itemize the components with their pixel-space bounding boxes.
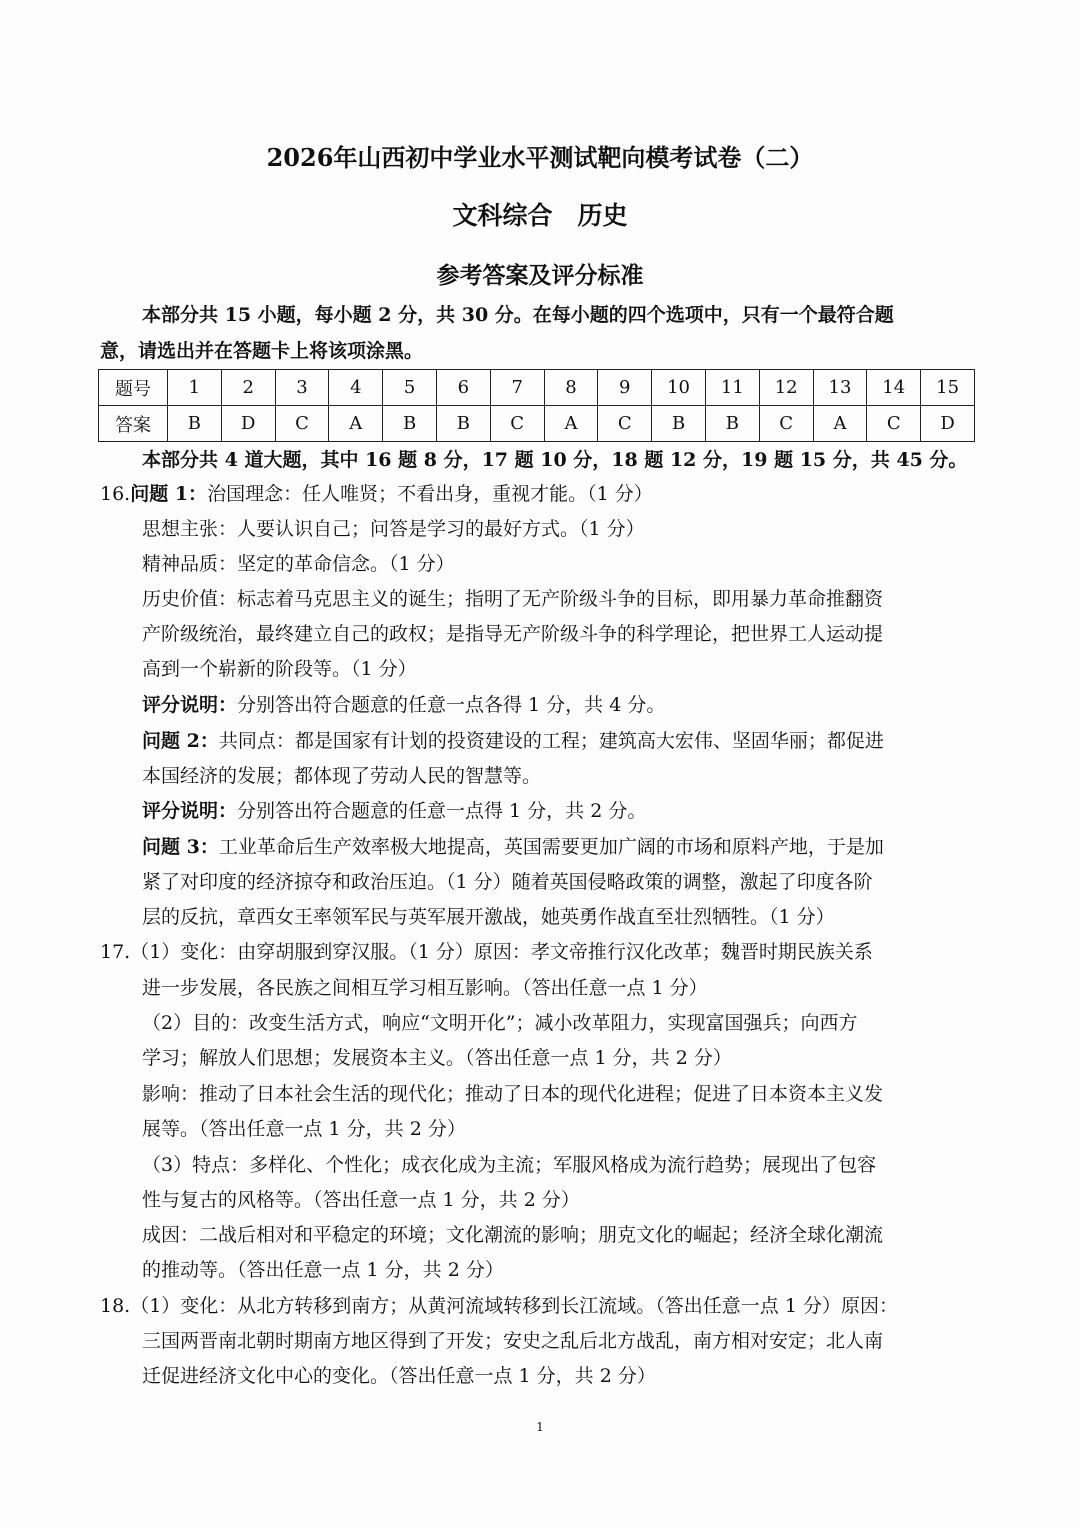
q17-line-3: （2）目的：改变生活方式，响应“文明开化”；减小改革阻力，实现富国强兵；向西方 [142, 1012, 858, 1034]
scoring-note-label: 评分说明： [142, 800, 238, 822]
q16-line-5: 产阶级统治，最终建立自己的政权；是指导无产阶级斗争的科学理论，把世界工人运动提 [142, 623, 884, 645]
answer-cell: B [168, 406, 222, 442]
question-number: 13 [813, 370, 867, 406]
question-number: 12 [759, 370, 813, 406]
answer-cell: B [705, 406, 759, 442]
q16-problem2-label: 问题 2： [142, 730, 219, 752]
exam-title: 2026年山西初中学业水平测试靶向模考试卷（二） [266, 143, 814, 172]
answer-cell: D [221, 406, 275, 442]
part1-intro-line2: 意，请选出并在答题卡上将该项涂黑。 [100, 340, 424, 362]
question-number: 1 [168, 370, 222, 406]
scoring-note-text: 分别答出符合题意的任意一点得 1 分，共 2 分。 [237, 800, 647, 822]
q16-line-11 [142, 834, 884, 860]
answer-cell: B [436, 406, 490, 442]
question-number: 4 [329, 370, 383, 406]
q17-line-6: 展等。（答出任意一点 1 分，共 2 分） [142, 1118, 466, 1140]
q16-line-13: 层的反抗，章西女王率领军民与英军展开激战，她英勇作战直至壮烈牺牲。（1 分） [142, 906, 835, 928]
scoring-note-label: 评分说明： [142, 694, 238, 716]
part2-intro: 本部分共 4 道大题，其中 16 题 8 分，17 题 10 分，18 题 12 分，19 题 15 分，共 45 分。 [142, 449, 968, 471]
q16-problem3-label: 问题 3： [142, 836, 219, 858]
q16-problem3-text: 工业革命后生产效率极大地提高，英国需要更加广阔的市场和原料产地，于是加 [218, 836, 884, 858]
q17-line-1 [100, 939, 873, 965]
question-number: 10 [652, 370, 706, 406]
q16-line-4: 历史价值：标志着马克思主义的诞生；指明了无产阶级斗争的目标，即用暴力革命推翻资 [142, 588, 884, 610]
question-number: 9 [598, 370, 652, 406]
q17-text: （1）变化：由穿胡服到穿汉服。（1 分）原因：孝文帝推行汉化改革；魏晋时期民族关系 [130, 941, 873, 963]
q16-scoring-note-1 [142, 692, 665, 718]
q16-line-12: 紧了对印度的经济掠夺和政治压迫。（1 分）随着英国侵略政策的调整，激起了印度各阶 [142, 871, 873, 893]
answer-cell: A [813, 406, 867, 442]
question-number: 3 [275, 370, 329, 406]
question-number: 8 [544, 370, 598, 406]
q18-line-2: 三国两晋南北朝时期南方地区得到了开发；安史之乱后北方战乱，南方相对安定；北人南 [142, 1330, 884, 1352]
q17-line-10: 的推动等。（答出任意一点 1 分，共 2 分） [142, 1259, 504, 1281]
q17-line-2: 进一步发展，各民族之间相互学习相互影响。（答出任意一点 1 分） [142, 977, 708, 999]
q18-text: （1）变化：从北方转移到南方；从黄河流域转移到长江流域。（答出任意一点 1 分）原因： [130, 1295, 898, 1317]
q17-line-4: 学习；解放人们思想；发展资本主义。（答出任意一点 1 分，共 2 分） [142, 1047, 732, 1069]
q16-line-9: 本国经济的发展；都体现了劳动人民的智慧等。 [142, 765, 542, 787]
answer-cell: D [921, 406, 975, 442]
exam-subtitle: 参考答案及评分标准 [436, 262, 644, 289]
q16-problem2-text: 共同点：都是国家有计划的投资建设的工程；建筑高大宏伟、坚固华丽；都促进 [218, 730, 884, 752]
q17-line-7: （3）特点：多样化、个性化；成衣化成为主流；军服风格成为流行趋势；展现出了包容 [142, 1154, 877, 1176]
answer-cell: C [867, 406, 921, 442]
q17-line-9: 成因：二战后相对和平稳定的环境；文化潮流的影响；朋克文化的崛起；经济全球化潮流 [142, 1224, 884, 1246]
question-number-row [99, 370, 975, 406]
q16-line-3: 精神品质：坚定的革命信念。（1 分） [142, 553, 455, 575]
question-number: 5 [383, 370, 437, 406]
answer-cell: A [544, 406, 598, 442]
exam-subject: 文科综合 历史 [452, 201, 628, 230]
answer-cell: C [598, 406, 652, 442]
question-number: 6 [436, 370, 490, 406]
row-label-answer: 答案 [99, 406, 168, 442]
answer-cell: C [275, 406, 329, 442]
q16-line-2: 思想主张：人要认识自己；问答是学习的最好方式。（1 分） [142, 518, 645, 540]
q16-line-1 [100, 481, 653, 507]
question-number: 2 [221, 370, 275, 406]
question-number: 15 [921, 370, 975, 406]
q16-line-6: 高到一个崭新的阶段等。（1 分） [142, 658, 417, 680]
answer-row [99, 406, 975, 442]
q17-number: 17. [100, 941, 131, 963]
q16-problem1-label: 问题 1： [130, 483, 208, 505]
scoring-note-text: 分别答出符合题意的任意一点各得 1 分，共 4 分。 [237, 694, 666, 716]
answer-cell: B [383, 406, 437, 442]
q17-line-8: 性与复古的风格等。（答出任意一点 1 分，共 2 分） [142, 1189, 580, 1211]
page-number: 1 [536, 1420, 544, 1434]
answer-cell: C [759, 406, 813, 442]
q16-line-8 [142, 728, 884, 754]
part1-intro-line1: 本部分共 15 小题，每小题 2 分，共 30 分。在每小题的四个选项中，只有一个最符合题 [142, 304, 894, 326]
q18-line-1 [100, 1293, 898, 1319]
q17-line-5: 影响：推动了日本社会生活的现代化；推动了日本的现代化进程；促进了日本资本主义发 [142, 1083, 884, 1105]
q16-problem1-text: 治国理念：任人唯贤；不看出身，重视才能。（1 分） [207, 483, 653, 505]
answer-cell: B [652, 406, 706, 442]
question-number: 7 [490, 370, 544, 406]
question-number: 14 [867, 370, 921, 406]
answer-cell: C [490, 406, 544, 442]
q18-line-3: 迁促进经济文化中心的变化。（答出任意一点 1 分，共 2 分） [142, 1365, 656, 1387]
question-number: 11 [705, 370, 759, 406]
q16-number: 16. [100, 483, 131, 505]
answer-cell: A [329, 406, 383, 442]
answer-table [98, 369, 975, 442]
q16-scoring-note-2 [142, 798, 646, 824]
row-label-number: 题号 [99, 370, 168, 406]
q18-number: 18. [100, 1295, 131, 1317]
